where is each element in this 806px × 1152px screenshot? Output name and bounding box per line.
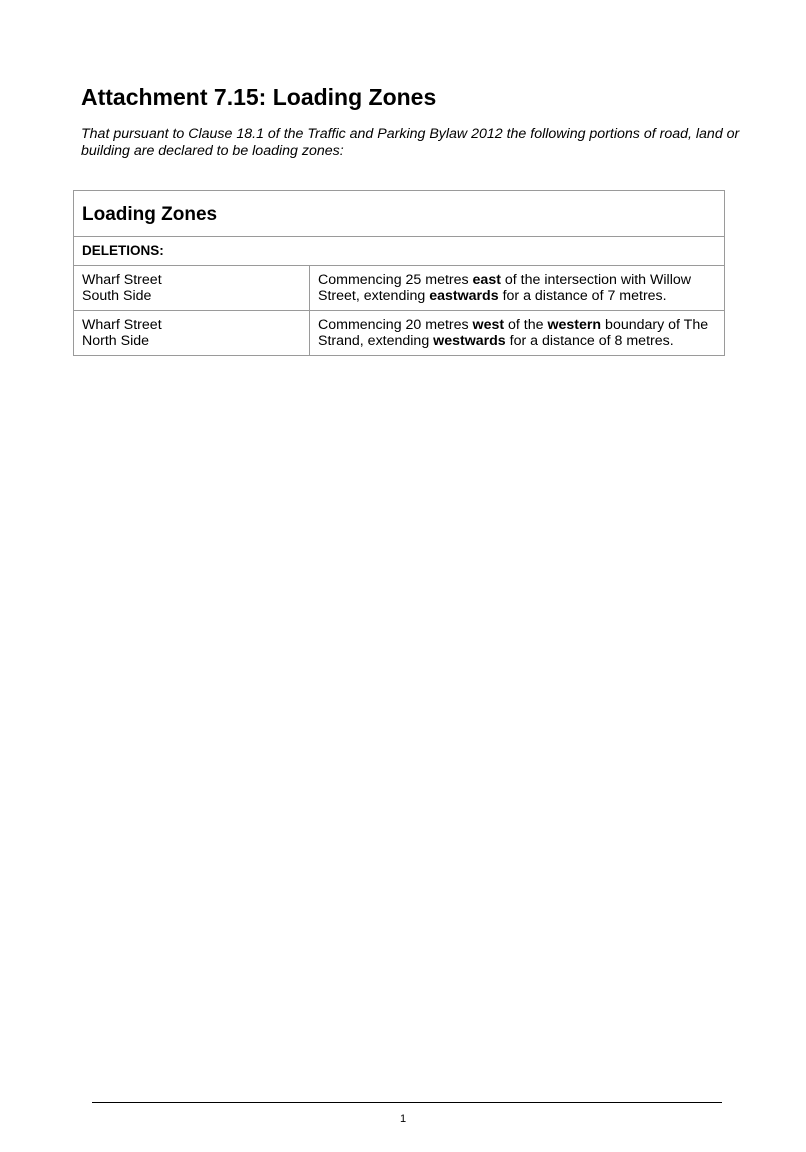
street-side: North Side xyxy=(82,333,150,349)
section-label-row xyxy=(74,237,725,266)
footer-divider xyxy=(92,1102,722,1103)
description-text: of the intersection with Willow xyxy=(500,272,691,288)
description-text: Commencing 20 metres xyxy=(318,317,473,333)
description-text: for a distance of 8 metres. xyxy=(505,333,674,349)
description-cell xyxy=(310,266,725,311)
location-cell xyxy=(74,311,310,356)
street-name: Wharf Street xyxy=(82,272,162,288)
description-bold-text: westwards xyxy=(433,333,506,349)
description-line xyxy=(318,272,716,288)
page-number: 1 xyxy=(399,1113,407,1125)
table-row xyxy=(74,266,725,311)
description-line xyxy=(318,317,716,333)
description-text: Street, extending xyxy=(318,288,430,304)
location-cell xyxy=(74,266,310,311)
description-text: boundary of The xyxy=(601,317,709,333)
description-text: Commencing 25 metres xyxy=(318,272,473,288)
description-bold-text: eastwards xyxy=(429,288,499,304)
description-bold-text: western xyxy=(547,317,602,333)
description-line xyxy=(318,288,716,304)
street-side: South Side xyxy=(82,288,152,304)
deletions-label: DELETIONS: xyxy=(74,237,725,266)
table-title-row xyxy=(74,191,725,237)
description-bold-text: west xyxy=(472,317,505,333)
description-line xyxy=(318,333,716,349)
description-text: for a distance of 7 metres. xyxy=(498,288,667,304)
loading-zones-table xyxy=(73,190,725,356)
description-bold-text: east xyxy=(472,272,501,288)
table-row xyxy=(74,311,725,356)
intro-paragraph: That pursuant to Clause 18.1 of the Traffic and Parking Bylaw 2012 the following portions of road, land or building are declared to be loading zones: xyxy=(81,126,740,159)
description-cell xyxy=(310,311,725,356)
page-heading: Attachment 7.15: Loading Zones xyxy=(81,84,437,110)
street-name: Wharf Street xyxy=(82,317,162,333)
description-text: of the xyxy=(504,317,548,333)
table-title: Loading Zones xyxy=(74,191,725,237)
description-text: Strand, extending xyxy=(318,333,434,349)
